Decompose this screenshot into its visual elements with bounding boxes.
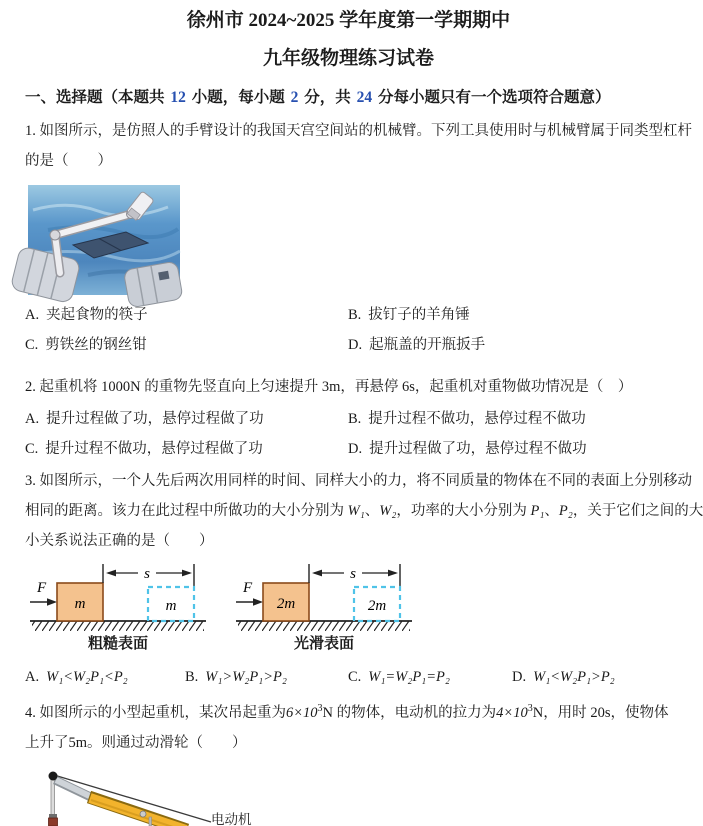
- option-label: C.: [25, 441, 39, 457]
- motor-label: 电动机: [211, 812, 252, 826]
- option-label: B.: [185, 669, 199, 685]
- boom-bolt: [140, 811, 146, 817]
- section-heading: [25, 87, 672, 109]
- option-formula: W₁=W₂P₁=P₂: [368, 669, 450, 685]
- distance-label: s: [144, 566, 150, 582]
- q2-option-c: [25, 434, 348, 464]
- option-formula: W₁<W₂P₁>P₂: [533, 669, 615, 685]
- q1-option-c: [25, 330, 348, 360]
- option-label: C.: [348, 669, 362, 685]
- smooth-surface-diagram: [234, 561, 414, 633]
- q2-options: [25, 404, 672, 464]
- q3-diagram-smooth: [234, 561, 414, 654]
- ghost-block-label: 2m: [367, 598, 387, 614]
- q1-text-line2: 的是（ ）: [25, 153, 112, 169]
- q3-text-line1: 3. 如图所示，一个人先后两次用同样的时间、同样大小的力，将不同质量的物体在不同的表面上分别移动: [25, 473, 692, 489]
- q3-text: 、: [544, 503, 559, 519]
- q2-option-d: [348, 434, 672, 464]
- q3-text: 、: [364, 503, 380, 519]
- q3-option-b: [185, 662, 348, 692]
- option-text: 夹起食物的筷子: [46, 307, 148, 323]
- section-num-questions: 12: [170, 89, 186, 106]
- space-station-arm-photo: [28, 185, 180, 295]
- q4-text-line2: 上升了5m。则通过动滑轮（ ）: [25, 735, 247, 751]
- option-label: A.: [25, 307, 40, 323]
- q4-text-line1: [25, 698, 672, 728]
- q3-option-d: [512, 662, 672, 692]
- distance-arrow-right: [388, 570, 398, 577]
- q4-figure: [25, 764, 672, 826]
- symbol-w1: W₁: [347, 503, 365, 519]
- question-1: [25, 116, 692, 360]
- option-text: 起瓶盖的开瓶扳手: [369, 337, 486, 353]
- q3-text: 相同的距离。该力在此过程中所做功的大小分别为: [25, 503, 348, 519]
- q1-options: [25, 300, 672, 360]
- q2-option-b: [348, 404, 672, 434]
- q2-option-a: [25, 404, 348, 434]
- option-text: 提升过程不做功，悬停过程不做功: [368, 411, 586, 427]
- q3-options: [25, 662, 672, 692]
- force-label: F: [243, 580, 253, 596]
- q4-force-exponent: 3: [527, 703, 533, 715]
- crane-support: [149, 817, 152, 826]
- crane-pivot: [49, 772, 58, 781]
- q3-option-a: [25, 662, 185, 692]
- block-label: 2m: [276, 596, 296, 612]
- section-num-points-each: 2: [290, 89, 299, 106]
- q1-option-d: [348, 330, 672, 360]
- option-formula: W₁<W₂P₁<P₂: [46, 669, 128, 685]
- paper-title-line1: 徐州市 2024~2025 学年度第一学期期中: [186, 10, 511, 31]
- rough-surface-caption: 粗糙表面: [87, 636, 148, 652]
- option-label: D.: [348, 441, 363, 457]
- q1-option-a: [25, 300, 348, 330]
- option-label: D.: [348, 337, 363, 353]
- force-arrow: [253, 598, 263, 606]
- question-3: [25, 466, 703, 692]
- q4-time-value: 20s: [590, 705, 611, 721]
- question-4: [25, 698, 672, 826]
- q4-force-value: 4×10: [496, 705, 528, 721]
- option-text: 提升过程做了功，悬停过程做了功: [46, 411, 264, 427]
- q3-diagram-rough: [28, 561, 208, 654]
- q1-option-b: [348, 300, 672, 330]
- symbol-p2: P₂: [558, 503, 573, 519]
- option-label: B.: [348, 307, 362, 323]
- q4-text: 4. 如图所示的小型起重机，某次吊起重为: [25, 705, 286, 721]
- q1-text-line1: 1. 如图所示，是仿照人的手臂设计的我国天宫空间站的机械臂。下列工具使用时与机械臂属于同类型杠杆: [25, 123, 692, 139]
- rough-surface-diagram: [28, 561, 208, 633]
- q3-text: ，功率的大小分别为: [396, 503, 531, 519]
- section-text: 分每小题只有一个选项符合题意）: [374, 89, 611, 106]
- distance-arrow-left: [106, 570, 116, 577]
- symbol-p1: P₁: [530, 503, 545, 519]
- ghost-block-label: m: [165, 598, 177, 614]
- option-label: B.: [348, 411, 362, 427]
- distance-label: s: [350, 566, 356, 582]
- option-label: A.: [25, 411, 40, 427]
- q1-figure: [28, 185, 672, 295]
- option-text: 拔钉子的羊角锤: [368, 307, 470, 323]
- q4-weight-exponent: 3: [317, 703, 323, 715]
- q2-text-line1: 2. 起重机将 1000N 的重物先竖直向上匀速提升 3m，再悬停 6s，起重机对重物做功情况是（ ）: [25, 379, 633, 395]
- symbol-w2: W₂: [379, 503, 397, 519]
- crane-base: [49, 818, 58, 826]
- force-arrow: [47, 598, 57, 606]
- smooth-surface-caption: 光滑表面: [293, 636, 354, 652]
- option-text: 提升过程做了功，悬停过程不做功: [369, 441, 587, 457]
- section-text: 分，共: [300, 89, 355, 106]
- paper-title-line2: 九年级物理练习试卷: [262, 48, 434, 69]
- q4-text: ，使物体: [610, 705, 669, 721]
- option-label: A.: [25, 669, 40, 685]
- option-label: D.: [512, 669, 527, 685]
- q3-text: ，关于它们之间的大: [572, 503, 703, 519]
- q3-figure: [28, 561, 672, 654]
- q4-weight-value: 6×10: [286, 705, 318, 721]
- q4-text: 的物体，电动机的拉力为: [333, 705, 497, 721]
- section-num-points-total: 24: [356, 89, 373, 106]
- small-crane-diagram: [25, 764, 355, 826]
- force-label: F: [37, 580, 47, 596]
- option-label: C.: [25, 337, 39, 353]
- distance-arrow-right: [182, 570, 192, 577]
- section-text: 一、选择题（本题共: [25, 89, 169, 106]
- q3-text-line2: [25, 496, 703, 526]
- q4-text: ，用时: [543, 705, 591, 721]
- question-2: [25, 372, 672, 464]
- q4-weight-unit: N: [322, 705, 334, 721]
- q4-force-unit: N: [532, 705, 544, 721]
- distance-arrow-left: [312, 570, 322, 577]
- block-label: m: [74, 596, 86, 612]
- option-formula: W₁>W₂P₁>P₂: [205, 669, 287, 685]
- q3-text-line3: 小关系说法正确的是（ ）: [25, 533, 214, 549]
- option-text: 剪铁丝的钢丝钳: [45, 337, 147, 353]
- section-text: 小题，每小题: [187, 89, 289, 106]
- option-text: 提升过程不做功，悬停过程做了功: [45, 441, 263, 457]
- q3-option-c: [348, 662, 512, 692]
